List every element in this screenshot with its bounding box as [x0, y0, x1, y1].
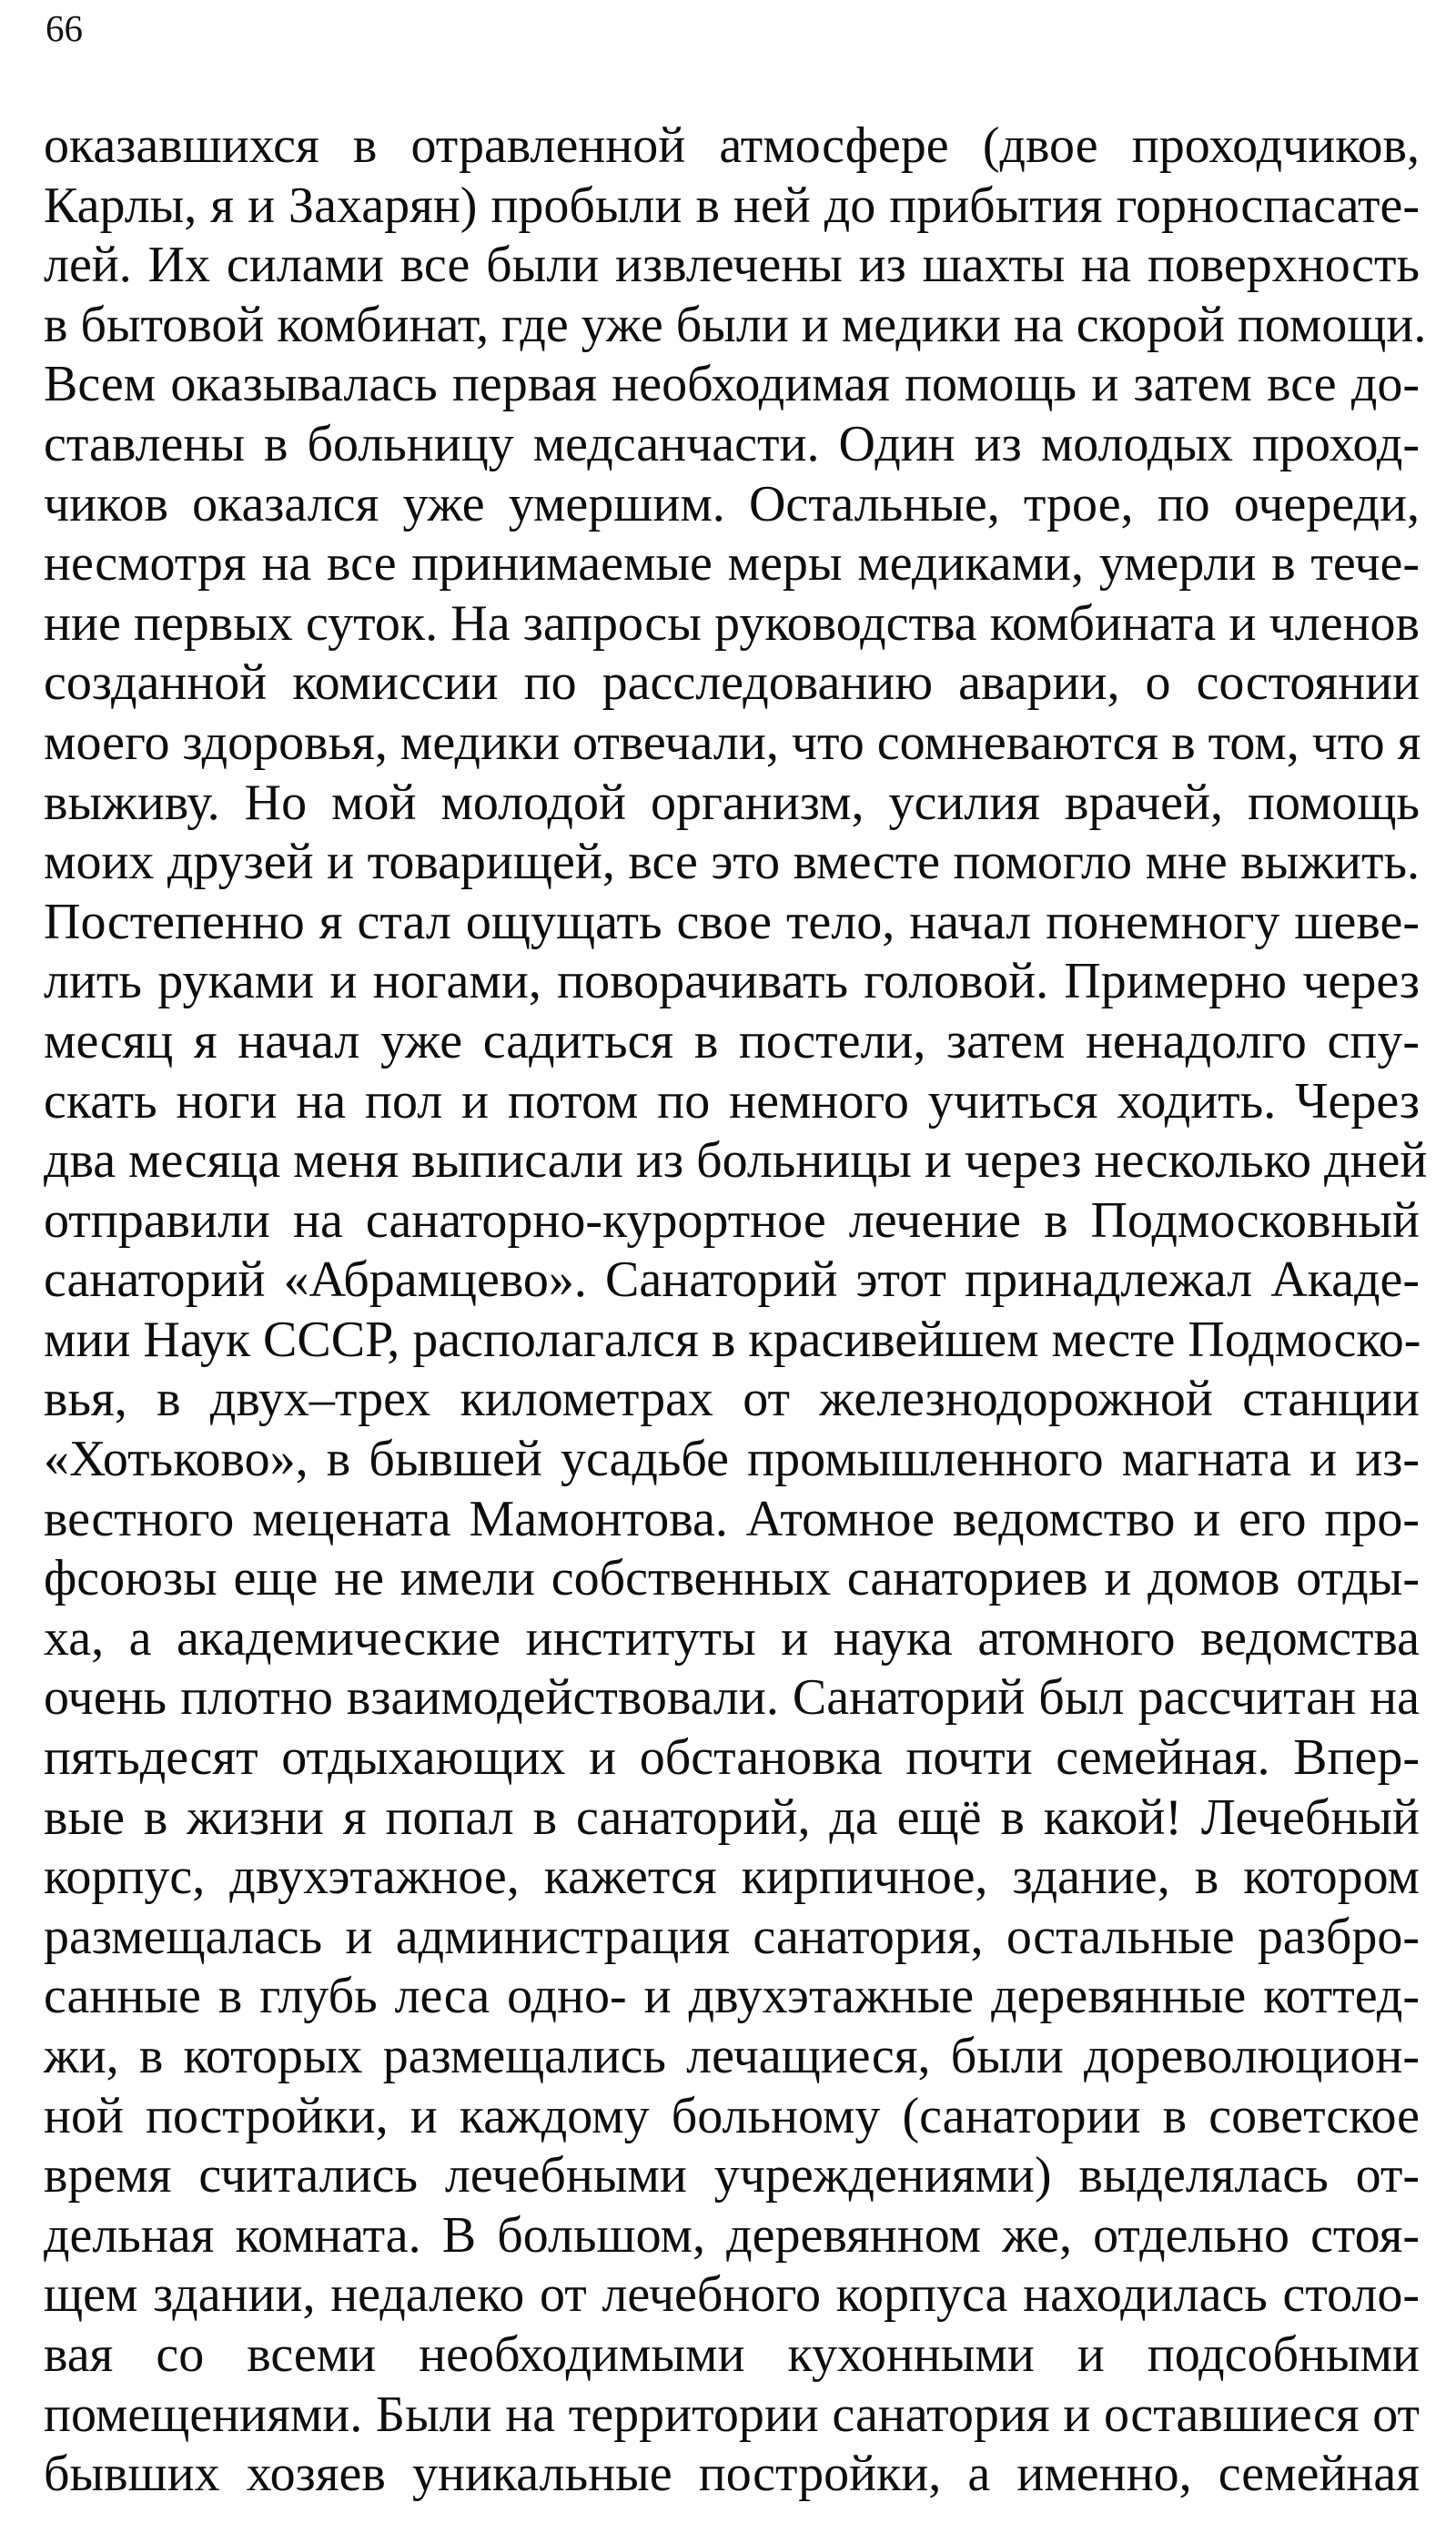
text-line: санаторий «Абрамцево». Санаторий этот принадлежал Акаде- [44, 1251, 1420, 1309]
text-line: отправили на санаторно-курортное лечение в Подмосковный [44, 1191, 1420, 1249]
text-line: Всем оказывалась первая необходимая помощь и затем все до- [44, 356, 1420, 413]
text-line: Постепенно я стал ощущать свое тело, начал понемногу шеве- [44, 893, 1420, 950]
text-line: «Хотьково», в бывшей усадьбе промышленного магната и из- [44, 1431, 1420, 1488]
text-line: ной постройки, и каждому больному (санатории в советское [44, 2087, 1420, 2144]
text-line: пятьдесят отдыхающих и обстановка почти семейная. Впер- [44, 1729, 1420, 1787]
text-line: очень плотно взаимодействовали. Санаторий был рассчитан на [44, 1669, 1420, 1727]
text-line: моего здоровья, медики отвечали, что сомневаются в том, что я [44, 714, 1421, 771]
text-line: время считались лечебными учреждениями) выделялась от- [44, 2147, 1420, 2204]
text-line: моих друзей и товарищей, все это вместе помогло мне выжить. [44, 834, 1420, 891]
text-line: щем здании, недалеко от лечебного корпуса находилась столо- [44, 2266, 1420, 2324]
text-line: корпус, двухэтажное, кажется кирпичное, здание, в котором [44, 1849, 1420, 1906]
text-line: вая со всеми необходимыми кухонными и подсобными [44, 2325, 1420, 2383]
text-line: созданной комиссии по расследованию аварии, о состоянии [44, 654, 1420, 712]
text-line: санные в глубь леса одно- и двухэтажные деревянные коттед- [44, 1968, 1420, 2025]
text-line: чиков оказался уже умершим. Остальные, трое, по очереди, [44, 475, 1420, 532]
text-line: Карлы, я и Захарян) пробыли в ней до прибытия горноспасате- [44, 177, 1420, 234]
text-line: размещалась и администрация санатория, остальные разбро- [44, 1908, 1420, 1965]
text-line: помещениями. Были на территории санатория и оставшиеся от [44, 2386, 1420, 2443]
text-line: фсоюзы еще не имели собственных санаториев и домов отды- [44, 1550, 1420, 1607]
text-line: вья, в двух–трех километрах от железнодорожной станции [44, 1371, 1420, 1428]
text-line: месяц я начал уже садиться в постели, затем ненадолго спу- [44, 1012, 1420, 1069]
text-line: мии Наук СССР, располагался в красивейшем месте Подмоско- [44, 1311, 1421, 1368]
text-line: лей. Их силами все были извлечены из шахты на поверхность [44, 237, 1420, 294]
text-line: выживу. Но мой молодой организм, усилия врачей, помощь [44, 774, 1420, 831]
text-line: вестного мецената Мамонтова. Атомное ведомство и его про- [44, 1490, 1420, 1547]
text-line: в бытовой комбинат, где уже были и медики на скорой помощи. [44, 296, 1427, 353]
page-number: 66 [46, 7, 83, 49]
body-text [44, 117, 1428, 2505]
text-line: бывших хозяев уникальные постройки, а именно, семейная [44, 2446, 1420, 2503]
text-line: ха, а академические институты и наука атомного ведомства [44, 1609, 1420, 1667]
text-line: дельная комната. В большом, деревянном же, отдельно стоя- [44, 2206, 1420, 2264]
text-line: несмотря на все принимаемые меры медиками, умерли в тече- [44, 535, 1420, 593]
text-line: ставлены в больницу медсанчасти. Один из молодых проход- [44, 415, 1420, 472]
text-line: жи, в которых размещались лечащиеся, были дореволюцион- [44, 2028, 1420, 2084]
text-line: скать ноги на пол и потом по немного учиться ходить. Через [44, 1072, 1420, 1130]
text-line: вые в жизни я попал в санаторий, да ещё в какой! Лечебный [44, 1788, 1420, 1846]
text-line: ние первых суток. На запросы руководства комбината и членов [44, 594, 1420, 652]
text-line: лить руками и ногами, поворачивать головой. Примерно через [44, 953, 1420, 1010]
text-line: оказавшихся в отравленной атмосфере (двое проходчиков, [44, 117, 1420, 174]
text-line: два месяца меня выписали из больницы и через несколько дней [44, 1132, 1428, 1190]
